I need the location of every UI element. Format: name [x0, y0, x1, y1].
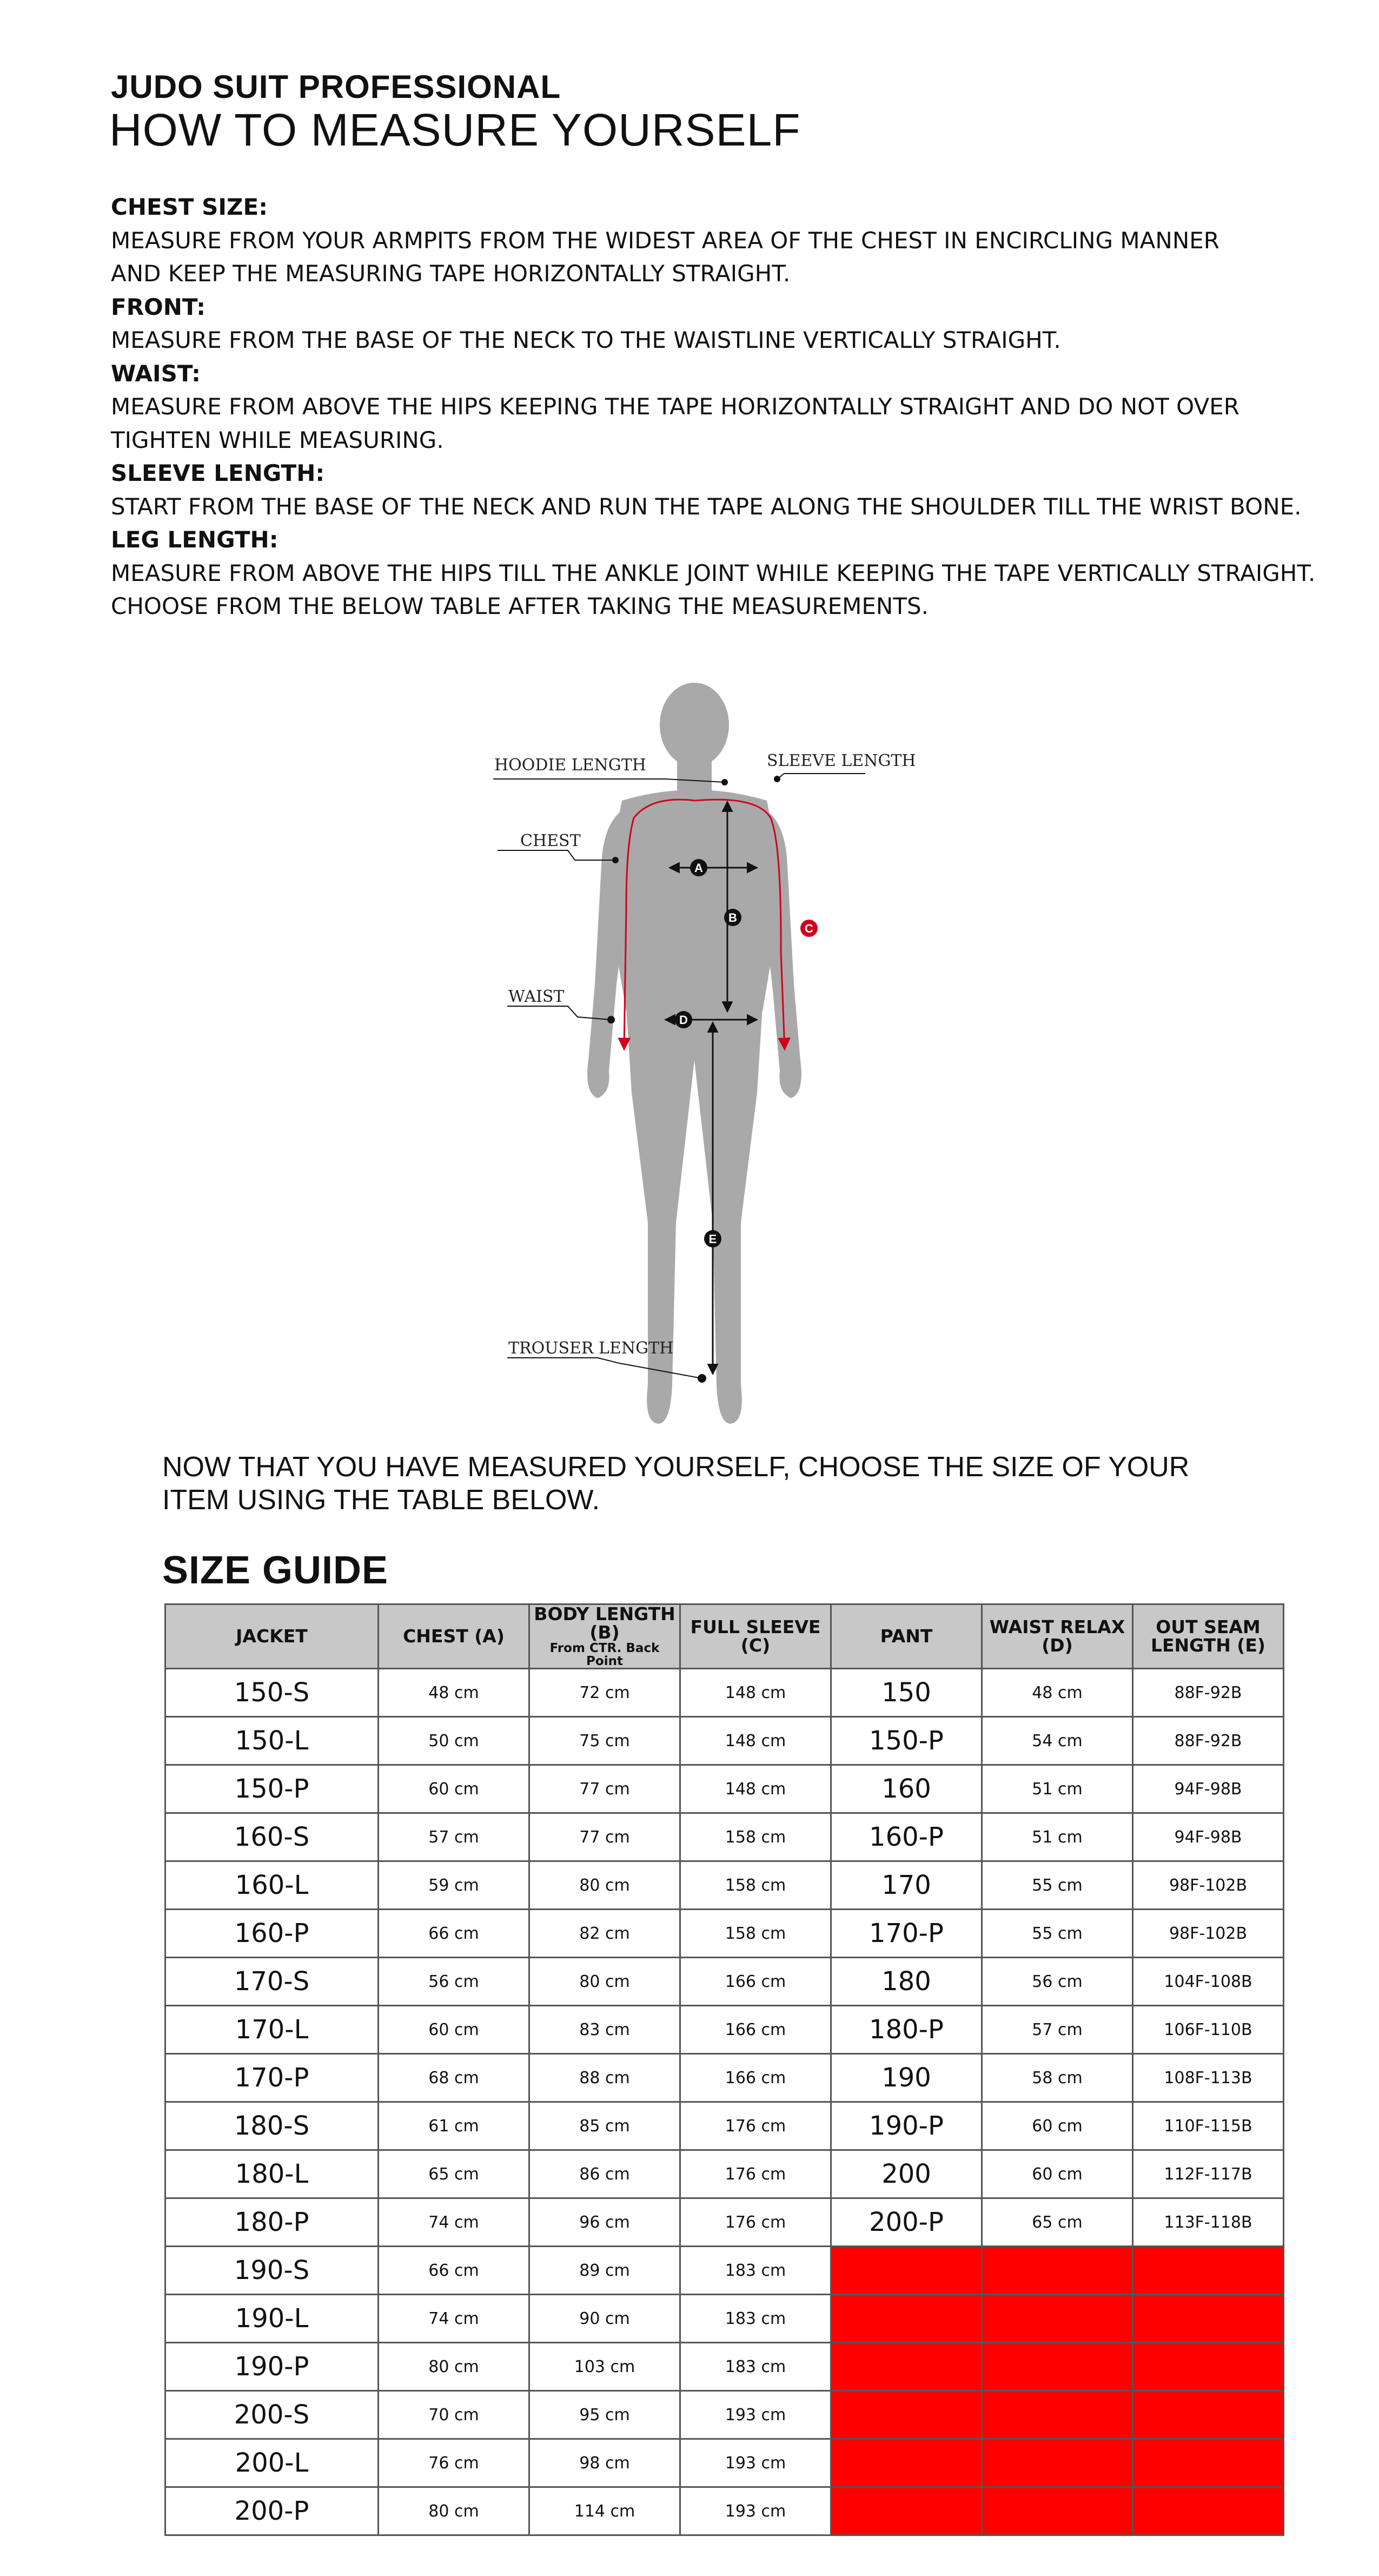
pant-cell: 150 — [831, 1669, 982, 1717]
jacket-cell: 160-S — [165, 1813, 379, 1861]
table-row — [165, 2439, 1284, 2487]
instruction-text: TIGHTEN WHILE MEASURING. — [111, 426, 444, 453]
out-seam-cell — [1133, 2439, 1284, 2487]
full-sleeve-cell: 176 cm — [680, 2150, 831, 2198]
instruction-text: AND KEEP THE MEASURING TAPE HORIZONTALLY STRAIGHT. — [111, 260, 791, 287]
pant-cell — [831, 2343, 982, 2391]
body-length-cell: 90 cm — [529, 2295, 680, 2343]
waist-relax-cell: 51 cm — [982, 1813, 1133, 1861]
body-length-cell: 85 cm — [529, 2102, 680, 2150]
full-sleeve-cell: 193 cm — [680, 2439, 831, 2487]
jacket-cell: 160-L — [165, 1861, 379, 1910]
table-row — [165, 2247, 1284, 2295]
pant-cell: 170-P — [831, 1910, 982, 1958]
table-row — [165, 2391, 1284, 2439]
table-row — [165, 1910, 1284, 1958]
waist-relax-cell: 55 cm — [982, 1910, 1133, 1958]
instruction-text: START FROM THE BASE OF THE NECK AND RUN THE TAPE ALONG THE SHOULDER TILL THE WRIST BONE. — [111, 493, 1302, 520]
body-length-cell: 80 cm — [529, 1958, 680, 2006]
chest-cell: 65 cm — [379, 2150, 529, 2198]
svg-text:B: B — [728, 911, 737, 924]
jacket-cell: 170-L — [165, 2006, 379, 2054]
size-note — [162, 1451, 1189, 1517]
svg-text:C: C — [805, 922, 813, 935]
product-title: JUDO SUIT PROFESSIONAL — [111, 69, 561, 105]
pant-cell — [831, 2391, 982, 2439]
out-seam-cell — [1133, 2391, 1284, 2439]
out-seam-cell: 110F-115B — [1133, 2102, 1284, 2150]
out-seam-cell: 106F-110B — [1133, 2006, 1284, 2054]
body-silhouette — [587, 683, 801, 1424]
badge-c — [800, 920, 818, 937]
badge-e — [704, 1230, 721, 1247]
body-length-cell: 96 cm — [529, 2198, 680, 2247]
body-length-cell: 86 cm — [529, 2150, 680, 2198]
table-row — [165, 2150, 1284, 2198]
jacket-cell: 190-S — [165, 2247, 379, 2295]
body-length-cell: 75 cm — [529, 1717, 680, 1765]
size-guide-title: SIZE GUIDE — [162, 1549, 389, 1592]
jacket-cell: 180-S — [165, 2102, 379, 2150]
chest-cell: 59 cm — [379, 1861, 529, 1910]
jacket-cell: 200-S — [165, 2391, 379, 2439]
pant-cell: 160 — [831, 1765, 982, 1813]
waist-relax-cell: 65 cm — [982, 2198, 1133, 2247]
waist-relax-cell: 56 cm — [982, 1958, 1133, 2006]
body-length-cell: 114 cm — [529, 2487, 680, 2535]
waist-relax-cell: 60 cm — [982, 2102, 1133, 2150]
chest-cell: 60 cm — [379, 2006, 529, 2054]
table-row — [165, 2343, 1284, 2391]
full-sleeve-cell: 176 cm — [680, 2198, 831, 2247]
body-length-cell: 89 cm — [529, 2247, 680, 2295]
svg-text:D: D — [679, 1013, 688, 1027]
body-length-cell: 77 cm — [529, 1813, 680, 1861]
waist-relax-cell: 51 cm — [982, 1765, 1133, 1813]
waist-relax-cell — [982, 2439, 1133, 2487]
table-row — [165, 2006, 1284, 2054]
chest-cell: 80 cm — [379, 2343, 529, 2391]
trouser-length-label: TROUSER LENGTH — [508, 1339, 674, 1358]
waist-relax-cell: 57 cm — [982, 2006, 1133, 2054]
waist-relax-cell — [982, 2391, 1133, 2439]
badge-a — [690, 859, 707, 876]
out-seam-cell — [1133, 2487, 1284, 2535]
jacket-cell: 190-L — [165, 2295, 379, 2343]
chest-cell: 60 cm — [379, 1765, 529, 1813]
pant-cell: 150-P — [831, 1717, 982, 1765]
out-seam-cell — [1133, 2343, 1284, 2391]
waist-relax-cell: 60 cm — [982, 2150, 1133, 2198]
jacket-cell: 150-S — [165, 1669, 379, 1717]
chest-cell: 70 cm — [379, 2391, 529, 2439]
hoodie-length-label: HOODIE LENGTH — [494, 756, 646, 775]
body-measurement-diagram — [487, 682, 916, 1444]
header-jacket: JACKET — [165, 1604, 379, 1669]
header-waist-relax: WAIST RELAX (D) — [982, 1604, 1133, 1669]
pant-cell: 190 — [831, 2054, 982, 2102]
header-full-sleeve: FULL SLEEVE (C) — [680, 1604, 831, 1669]
out-seam-cell — [1133, 2247, 1284, 2295]
jacket-cell: 170-S — [165, 1958, 379, 2006]
measurement-instructions — [111, 190, 1355, 623]
waist-relax-cell: 48 cm — [982, 1669, 1133, 1717]
instruction-label-leg: LEG LENGTH: — [111, 526, 279, 553]
chest-cell: 74 cm — [379, 2198, 529, 2247]
full-sleeve-cell: 166 cm — [680, 2054, 831, 2102]
body-length-cell: 83 cm — [529, 2006, 680, 2054]
pant-cell: 200 — [831, 2150, 982, 2198]
jacket-cell: 200-L — [165, 2439, 379, 2487]
waist-relax-cell — [982, 2247, 1133, 2295]
size-note-line: NOW THAT YOU HAVE MEASURED YOURSELF, CHOOSE THE SIZE OF YOUR — [162, 1451, 1190, 1483]
instruction-text: MEASURE FROM THE BASE OF THE NECK TO THE WAISTLINE VERTICALLY STRAIGHT. — [111, 327, 1061, 353]
body-length-cell: 88 cm — [529, 2054, 680, 2102]
full-sleeve-cell: 183 cm — [680, 2295, 831, 2343]
header-body-length-sub: From CTR. Back Point — [549, 1641, 660, 1668]
table-row — [165, 1669, 1284, 1717]
table-row — [165, 1813, 1284, 1861]
table-row — [165, 1765, 1284, 1813]
sleeve-length-label: SLEEVE LENGTH — [767, 751, 916, 770]
full-sleeve-cell: 166 cm — [680, 1958, 831, 2006]
body-length-cell: 80 cm — [529, 1861, 680, 1910]
pant-cell: 180-P — [831, 2006, 982, 2054]
chest-cell: 68 cm — [379, 2054, 529, 2102]
out-seam-cell: 88F-92B — [1133, 1717, 1284, 1765]
waist-relax-cell — [982, 2343, 1133, 2391]
chest-label: CHEST — [520, 831, 581, 850]
instruction-text: MEASURE FROM ABOVE THE HIPS KEEPING THE TAPE HORIZONTALLY STRAIGHT AND DO NOT OVER — [111, 393, 1239, 420]
size-table-body — [165, 1669, 1284, 2535]
chest-cell: 66 cm — [379, 1910, 529, 1958]
full-sleeve-cell: 158 cm — [680, 1910, 831, 1958]
body-length-cell: 98 cm — [529, 2439, 680, 2487]
jacket-cell: 180-P — [165, 2198, 379, 2247]
waist-relax-cell: 55 cm — [982, 1861, 1133, 1910]
full-sleeve-cell: 183 cm — [680, 2247, 831, 2295]
table-row — [165, 2295, 1284, 2343]
pant-cell — [831, 2487, 982, 2535]
full-sleeve-cell: 158 cm — [680, 1813, 831, 1861]
waist-relax-cell: 54 cm — [982, 1717, 1133, 1765]
instruction-text: MEASURE FROM ABOVE THE HIPS TILL THE ANKLE JOINT WHILE KEEPING THE TAPE VERTICALLY STRAIGHT. — [111, 559, 1316, 586]
jacket-cell: 180-L — [165, 2150, 379, 2198]
chest-cell: 74 cm — [379, 2295, 529, 2343]
pant-cell: 170 — [831, 1861, 982, 1910]
full-sleeve-cell: 193 cm — [680, 2391, 831, 2439]
waist-relax-cell — [982, 2295, 1133, 2343]
pant-cell — [831, 2295, 982, 2343]
size-note-line: ITEM USING THE TABLE BELOW. — [162, 1484, 600, 1516]
full-sleeve-cell: 148 cm — [680, 1717, 831, 1765]
full-sleeve-cell: 148 cm — [680, 1669, 831, 1717]
body-length-cell: 82 cm — [529, 1910, 680, 1958]
chest-cell: 57 cm — [379, 1813, 529, 1861]
jacket-cell: 190-P — [165, 2343, 379, 2391]
full-sleeve-cell: 166 cm — [680, 2006, 831, 2054]
instruction-label-chest: CHEST SIZE: — [111, 194, 268, 220]
waist-relax-cell — [982, 2487, 1133, 2535]
header-chest: CHEST (A) — [379, 1604, 529, 1669]
instruction-label-waist: WAIST: — [111, 360, 201, 387]
pant-cell — [831, 2439, 982, 2487]
badge-b — [724, 909, 741, 926]
instruction-label-front: FRONT: — [111, 293, 206, 320]
out-seam-cell: 112F-117B — [1133, 2150, 1284, 2198]
pant-cell: 180 — [831, 1958, 982, 2006]
chest-cell: 50 cm — [379, 1717, 529, 1765]
table-header-row — [165, 1604, 1284, 1669]
jacket-cell: 150-L — [165, 1717, 379, 1765]
full-sleeve-cell: 158 cm — [680, 1861, 831, 1910]
pant-cell: 190-P — [831, 2102, 982, 2150]
instruction-text: MEASURE FROM YOUR ARMPITS FROM THE WIDEST AREA OF THE CHEST IN ENCIRCLING MANNER — [111, 227, 1219, 254]
table-row — [165, 2198, 1284, 2247]
body-length-cell: 95 cm — [529, 2391, 680, 2439]
header-body-length — [529, 1604, 680, 1669]
body-length-cell: 103 cm — [529, 2343, 680, 2391]
page-heading: HOW TO MEASURE YOURSELF — [109, 104, 801, 155]
pant-cell: 160-P — [831, 1813, 982, 1861]
pant-cell: 200-P — [831, 2198, 982, 2247]
out-seam-cell: 113F-118B — [1133, 2198, 1284, 2247]
table-row — [165, 1861, 1284, 1910]
body-length-cell: 77 cm — [529, 1765, 680, 1813]
out-seam-cell: 98F-102B — [1133, 1861, 1284, 1910]
chest-cell: 66 cm — [379, 2247, 529, 2295]
full-sleeve-cell: 193 cm — [680, 2487, 831, 2535]
instruction-label-sleeve: SLEEVE LENGTH: — [111, 460, 325, 486]
pant-cell — [831, 2247, 982, 2295]
out-seam-cell: 98F-102B — [1133, 1910, 1284, 1958]
full-sleeve-cell: 148 cm — [680, 1765, 831, 1813]
out-seam-cell: 88F-92B — [1133, 1669, 1284, 1717]
jacket-cell: 160-P — [165, 1910, 379, 1958]
body-length-cell: 72 cm — [529, 1669, 680, 1717]
waist-label: WAIST — [508, 987, 565, 1006]
out-seam-cell — [1133, 2295, 1284, 2343]
table-row — [165, 2487, 1284, 2535]
jacket-cell: 200-P — [165, 2487, 379, 2535]
header-out-seam: OUT SEAM LENGTH (E) — [1133, 1604, 1284, 1669]
chest-cell: 76 cm — [379, 2439, 529, 2487]
out-seam-cell: 108F-113B — [1133, 2054, 1284, 2102]
table-row — [165, 2054, 1284, 2102]
jacket-cell: 150-P — [165, 1765, 379, 1813]
waist-relax-cell: 58 cm — [982, 2054, 1133, 2102]
table-row — [165, 2102, 1284, 2150]
chest-cell: 56 cm — [379, 1958, 529, 2006]
out-seam-cell: 94F-98B — [1133, 1813, 1284, 1861]
header-pant: PANT — [831, 1604, 982, 1669]
svg-text:E: E — [708, 1232, 717, 1246]
header-body-length-label: BODY LENGTH (B) — [534, 1603, 675, 1643]
table-row — [165, 1717, 1284, 1765]
instruction-text: CHOOSE FROM THE BELOW TABLE AFTER TAKING THE MEASUREMENTS. — [111, 593, 929, 619]
chest-cell: 80 cm — [379, 2487, 529, 2535]
chest-cell: 61 cm — [379, 2102, 529, 2150]
jacket-cell: 170-P — [165, 2054, 379, 2102]
svg-text:A: A — [694, 861, 703, 875]
full-sleeve-cell: 176 cm — [680, 2102, 831, 2150]
size-guide-table — [164, 1603, 1284, 2536]
badge-d — [675, 1011, 692, 1028]
chest-cell: 48 cm — [379, 1669, 529, 1717]
out-seam-cell: 104F-108B — [1133, 1958, 1284, 2006]
table-row — [165, 1958, 1284, 2006]
full-sleeve-cell: 183 cm — [680, 2343, 831, 2391]
out-seam-cell: 94F-98B — [1133, 1765, 1284, 1813]
